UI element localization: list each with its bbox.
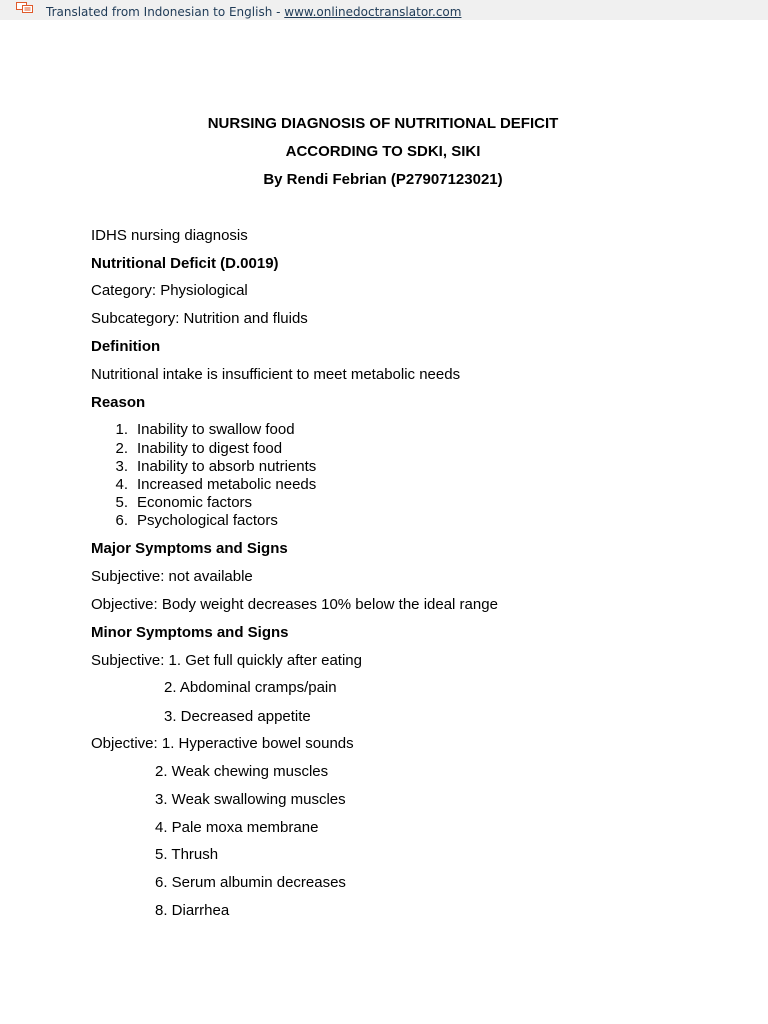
translation-banner <box>0 0 768 20</box>
minor-objective-item: 3. Weak swallowing muscles <box>155 791 346 808</box>
category-text: Category: Physiological <box>91 282 248 299</box>
minor-subjective-item: 2. Abdominal cramps/pain <box>164 679 337 696</box>
reason-heading: Reason <box>91 394 146 411</box>
definition-heading: Definition <box>91 338 161 355</box>
definition-text: Nutritional intake is insufficient to meet metabolic needs <box>91 366 461 383</box>
reason-number: 4. <box>115 476 128 493</box>
reason-text: Inability to digest food <box>137 440 283 457</box>
reason-number: 1. <box>115 421 128 438</box>
major-subjective-text: Subjective: not available <box>91 568 253 585</box>
reason-number: 5. <box>115 494 128 511</box>
diagnosis-heading: Nutritional Deficit (D.0019) <box>91 255 279 272</box>
minor-subjective-item: Subjective: 1. Get full quickly after eating <box>91 652 362 669</box>
reason-number: 6. <box>115 512 128 529</box>
reason-item <box>91 458 316 475</box>
minor-objective-item: 8. Diarrhea <box>155 902 230 919</box>
reason-text: Inability to swallow food <box>137 421 295 438</box>
banner-text <box>46 5 461 19</box>
reason-item <box>91 494 252 511</box>
minor-subjective-item: 3. Decreased appetite <box>164 708 311 725</box>
reason-number: 3. <box>115 458 128 475</box>
reason-text: Inability to absorb nutrients <box>137 458 317 475</box>
translate-icon <box>16 2 34 14</box>
subcategory-text: Subcategory: Nutrition and fluids <box>91 310 308 327</box>
reason-text: Psychological factors <box>137 512 278 529</box>
minor-objective-item: 5. Thrush <box>155 846 219 863</box>
minor-objective-item: 4. Pale moxa membrane <box>155 819 319 836</box>
banner-link[interactable]: www.onlinedoctranslator.com <box>284 5 462 19</box>
document-title: NURSING DIAGNOSIS OF NUTRITIONAL DEFICIT <box>207 115 559 132</box>
document-author: By Rendi Febrian (P27907123021) <box>263 171 503 188</box>
intro-text: IDHS nursing diagnosis <box>91 227 248 244</box>
reason-text: Increased metabolic needs <box>137 476 317 493</box>
document-subtitle: ACCORDING TO SDKI, SIKI <box>285 143 481 160</box>
banner-label: Translated from Indonesian to English - <box>46 5 285 19</box>
reason-number: 2. <box>115 440 128 457</box>
minor-objective-item: 2. Weak chewing muscles <box>155 763 329 780</box>
major-symptoms-heading: Major Symptoms and Signs <box>91 540 288 557</box>
reason-item <box>91 421 295 438</box>
reason-item <box>91 512 278 529</box>
minor-objective-item: 6. Serum albumin decreases <box>155 874 346 891</box>
reason-text: Economic factors <box>137 494 253 511</box>
reason-item <box>91 440 282 457</box>
reason-item <box>91 476 316 493</box>
minor-objective-item: Objective: 1. Hyperactive bowel sounds <box>91 735 354 752</box>
major-objective-text: Objective: Body weight decreases 10% below the ideal range <box>91 596 498 613</box>
minor-symptoms-heading: Minor Symptoms and Signs <box>91 624 289 641</box>
